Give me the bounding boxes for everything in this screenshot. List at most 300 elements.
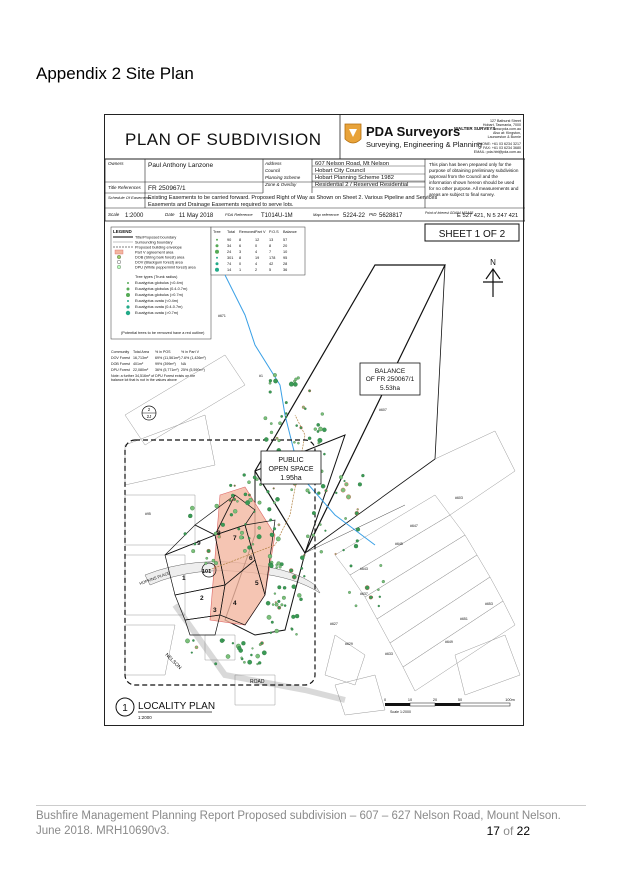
tree-marker [344,480,346,482]
tree-marker [252,648,254,650]
svg-text:#1: #1 [259,374,263,378]
svg-text:Eucalyptus globulus (<0.4m): Eucalyptus globulus (<0.4m) [135,281,184,285]
svg-text:10: 10 [407,698,413,702]
svg-text:OPEN SPACE: OPEN SPACE [268,466,314,473]
svg-text:5.53ha: 5.53ha [380,385,400,392]
tree-table-cell: 74 [227,262,232,266]
tree-marker [278,524,280,526]
tree-marker [355,511,359,515]
tree-marker [308,492,310,494]
tree-marker [231,494,234,497]
tree-marker [297,593,301,597]
tree-marker [284,605,286,607]
svg-text:LOCALITY PLAN: LOCALITY PLAN [138,701,216,712]
pda-logo-icon [345,124,361,143]
svg-text:Easements and Drainage Easemen: Easements and Drainage Easements required to serve lots. [148,202,294,208]
tree-marker [276,566,278,568]
tree-marker [214,663,217,666]
svg-text:PUBLIC: PUBLIC [278,457,304,464]
tree-marker [306,535,309,538]
svg-text:SHEET 1 OF 2: SHEET 1 OF 2 [438,229,506,240]
tree-marker [267,490,270,493]
svg-text:1: 1 [122,703,128,714]
company-tagline: Surveying, Engineering & Planning [366,140,482,149]
tree-marker [318,442,320,444]
svg-text:information shown hereon shoul: information shown hereon should be used [429,180,515,185]
svg-text:#627: #627 [330,622,338,626]
tree-marker [317,423,320,426]
svg-text:#645: #645 [395,542,403,546]
page-number [487,824,530,838]
tree-marker [312,511,316,515]
tree-table-symbol [216,257,218,259]
svg-text:6: 6 [249,555,253,562]
tree-marker [380,564,383,567]
tree-table-cell: 14 [227,268,232,272]
svg-text:1: 1 [182,575,186,582]
page-of: of [503,824,514,838]
tree-marker [233,498,236,501]
tree-marker [247,481,250,484]
tree-marker [274,593,276,595]
svg-text:9: 9 [197,540,201,547]
tree-table-symbol [216,262,219,265]
svg-text:NELSON: NELSON [163,652,183,671]
address-value: 607 Nelson Road, Mt Nelson [315,161,390,167]
tree-marker [252,543,254,545]
tree-marker [254,511,256,513]
tree-marker [289,382,294,387]
tree-marker [292,575,296,579]
svg-text:Proposed building envelope: Proposed building envelope [135,245,182,250]
tree-marker [262,651,266,655]
tree-table-cell: 178 [269,256,276,260]
owners-value: Paul Anthony Lanzone [148,162,214,169]
tree-marker [269,379,272,382]
tree-marker [297,442,299,444]
tree-marker [244,493,247,496]
tree-marker [369,596,373,600]
tree-marker [278,606,281,609]
svg-text:127 Bathurst Street: 127 Bathurst Street [490,119,521,123]
tree-table-header: P.O.S [269,230,279,234]
title-block [105,115,525,159]
svg-text:DPU (White peppermint forest): DPU (White peppermint forest) area [135,265,196,270]
tree-marker [270,632,272,634]
svg-text:50: 50 [457,698,463,702]
tree-marker [341,488,345,492]
tree-marker [205,562,208,565]
page-heading: Appendix 2 Site Plan [36,64,194,83]
tree-marker [258,526,261,529]
svg-text:balance lot that is not in the: balance lot that is not in the values above [111,378,177,382]
tree-table-symbol [215,268,219,272]
svg-text:Schedule Of Easements: Schedule Of Easements [108,195,152,200]
tree-table-cell: 6 [239,244,242,248]
tree-marker [229,484,232,487]
tree-marker [276,564,278,566]
tree-marker [264,437,268,441]
tree-table-cell: 301 [227,256,234,260]
tree-marker [283,586,286,589]
footer-divider [36,805,586,806]
scale-bar [384,698,515,714]
tree-marker [308,437,311,440]
tree-table-cell: 28 [283,262,288,266]
tree-table-cell: 8 [239,256,242,260]
tree-marker [266,601,270,605]
tree-marker [232,642,234,644]
svg-text:This plan has been prepared on: This plan has been prepared only for the [429,162,512,167]
tree-marker [240,531,244,535]
tree-marker [247,546,251,550]
tree-marker [318,427,322,431]
tree-marker [343,549,345,551]
tree-marker [273,501,275,503]
svg-text:2: 2 [200,595,204,602]
page-total: 22 [516,824,530,838]
tree-table-cell: 0 [255,244,258,248]
tree-marker [270,431,273,434]
tree-marker [323,453,325,455]
tree-marker [317,492,320,495]
tree-marker [301,567,303,569]
tree-marker [269,519,272,522]
tree-marker [267,615,271,619]
tree-marker [356,540,359,543]
svg-text:0: 0 [383,698,387,702]
tree-table-symbol [215,250,219,254]
tree-table-header: Part V [255,230,266,234]
tree-table-cell: 19 [255,256,260,260]
title-ref-value: FR 250967/1 [148,185,186,192]
tree-marker [248,494,251,497]
svg-text:1.95ha: 1.95ha [280,475,302,482]
tree-marker [273,527,276,530]
tree-table-symbol [216,244,219,247]
community-table-cell: 22,080m² [133,368,149,372]
svg-text:#643: #643 [360,567,368,571]
svg-text:Eucalyptus ovata (>0.7m): Eucalyptus ovata (>0.7m) [135,311,179,315]
community-table-cell: 36% (5,771m²) [155,368,179,372]
tree-marker [276,537,280,541]
svg-text:3: 3 [213,607,217,614]
svg-text:Owners: Owners [108,161,124,166]
footer-report-title: Bushfire Management Planning Report Proposed subdivision – 607 – 627 Nelson Road, Mount Nelson. [36,810,561,822]
tree-marker [191,652,193,654]
tree-marker [273,373,277,377]
svg-text:#637: #637 [360,592,368,596]
svg-text:Title References: Title References [108,185,141,190]
svg-text:Scale: Scale [108,212,120,217]
tree-marker [322,428,326,432]
tree-marker [192,639,194,641]
community-table-header: Total Area [133,350,149,354]
svg-text:Scale 1:2000: Scale 1:2000 [390,710,411,714]
tree-marker [319,524,321,526]
tree-marker [293,441,295,443]
tree-marker [195,646,198,649]
tree-marker [379,596,381,598]
svg-text:11 May 2018: 11 May 2018 [179,213,214,219]
tree-marker [280,563,283,566]
svg-text:EMAIL: pda.hbt@pda.com.au: EMAIL: pda.hbt@pda.com.au [473,150,521,154]
svg-text:1:2000: 1:2000 [125,213,144,219]
svg-text:PDA Reference: PDA Reference [225,212,253,217]
tree-marker [321,484,325,488]
svg-text:Existing Easements to be carri: Existing Easements to be carried forward. Proposed Right of Way as Shown on Sheet 2. Various Pipeline and Services [148,195,438,201]
tree-marker [278,439,281,442]
tree-marker [356,528,360,532]
tree-marker [344,517,346,519]
tree-marker [277,600,280,603]
community-table-cell: DOV Forest [111,356,130,360]
tree-marker [248,660,252,664]
svg-text:7: 7 [233,535,237,542]
svg-text:4: 4 [233,600,237,607]
svg-text:Residential 2 / Reserved Resid: Residential 2 / Reserved Residential [315,182,409,188]
tree-table-cell: 3 [239,250,242,254]
tree-table-cell: 42 [269,262,274,266]
tree-table-header: Removed [239,230,256,234]
tree-marker [285,401,288,404]
tree-marker [325,530,327,532]
tree-marker [285,416,287,418]
tree-marker [312,534,315,537]
tree-marker [378,605,380,607]
tree-table-header: Tree [213,230,221,234]
disclaimer [429,162,519,197]
tree-marker [339,475,343,479]
tree-marker [238,528,241,531]
svg-text:Surrounding boundary: Surrounding boundary [135,240,173,245]
svg-text:1:2000: 1:2000 [138,715,152,720]
community-table-header: % in POS [155,350,171,354]
tree-marker [321,413,324,416]
tree-marker [185,639,189,643]
tree-table-cell: 1 [239,268,242,272]
tree-marker [271,621,274,624]
svg-text:#603: #603 [455,496,463,500]
svg-text:LEGEND: LEGEND [113,229,132,234]
svg-text:5224-22: 5224-22 [343,213,366,219]
svg-text:PID: PID [369,212,377,217]
tree-marker [377,589,379,591]
tree-marker [278,422,281,425]
tree-marker [295,614,299,618]
svg-text:HOPKINS PLACE: HOPKINS PLACE [138,570,171,586]
community-table-cell: 7.6% (1,426m²) [181,356,206,360]
tree-marker [257,534,262,539]
tree-marker [256,654,260,658]
tree-marker [299,598,302,601]
tree-marker [258,501,262,505]
tree-marker [241,641,245,645]
tree-marker [250,654,252,656]
tree-table-header: Total [227,230,236,234]
svg-text:#629: #629 [345,642,353,646]
svg-text:Eucalyptus globulus (>0.7m): Eucalyptus globulus (>0.7m) [135,293,184,297]
tree-marker [293,382,297,386]
tree-marker [285,412,287,414]
footer-date-ref: June 2018. MRH10690v3. [36,825,170,837]
page-current: 17 [486,824,500,838]
svg-text:2: 2 [147,407,151,412]
community-table-header: Community [111,350,130,354]
tree-marker [318,438,323,443]
tree-marker [278,586,282,590]
tree-marker [270,422,272,424]
svg-text:FAX: +61 03 6234 3680: FAX: +61 03 6234 3680 [483,146,521,150]
tree-table-cell: 8 [269,244,272,248]
tree-marker [258,661,261,664]
tree-marker [354,544,358,548]
svg-text:8: 8 [217,530,221,537]
svg-text:2J: 2J [146,414,152,419]
svg-text:areas are subject to final sur: areas are subject to final survey. [429,192,495,197]
tree-table-cell: 34 [227,244,232,248]
svg-text:Eucalyptus ovata (0.4-0.7m): Eucalyptus ovata (0.4-0.7m) [135,305,183,309]
tree-table-symbol [216,239,218,241]
legend [111,227,211,339]
plan-title: PLAN OF SUBDIVISION [125,130,322,149]
tree-marker [273,488,275,490]
svg-text:BALANCE: BALANCE [374,368,406,375]
tree-marker [302,406,305,409]
community-table-cell: 25% (5,590m²) [181,368,205,372]
community-table-cell: DOB Forest [111,362,130,366]
tree-marker [207,549,211,553]
tree-table-cell: 10 [283,250,288,254]
tree-marker [273,379,277,383]
tree-table-cell: 20 [283,244,288,248]
tree-table-cell: 36 [283,268,288,272]
locality-plan-title [116,698,215,720]
community-table-cell: 16,713m² [133,356,149,360]
tree-marker [215,504,219,508]
tree-marker [248,537,250,539]
svg-text:Also at: Kingston,: Also at: Kingston, [493,131,521,135]
tree-marker [234,485,236,487]
tree-marker [308,390,311,393]
tree-table-cell: 4 [255,262,258,266]
tree-marker [236,500,238,502]
tree-marker [229,499,232,502]
tree-marker [314,428,317,431]
svg-text:Hobart City Council: Hobart City Council [315,168,365,174]
svg-text:Council: Council [265,168,281,173]
tree-marker [295,378,298,381]
svg-text:Hobart, Tasmania, 7000: Hobart, Tasmania, 7000 [482,123,521,127]
tree-table-cell: 7 [269,250,272,254]
tree-marker [276,437,279,440]
tree-marker [249,498,253,502]
site-plan-drawing [104,114,524,726]
tree-marker [295,633,297,635]
tree-marker [382,580,385,583]
tree-marker [260,642,263,645]
tree-table-cell: 95 [283,256,288,260]
company-name: PDA Surveyors [366,124,461,139]
tree-marker [239,536,243,540]
tree-marker [291,628,293,630]
tree-marker [300,426,303,429]
tree-marker [245,523,247,525]
company-sub: WALTER SURVEYS [454,126,496,131]
tree-marker [269,382,271,384]
svg-text:Zone & Overlay: Zone & Overlay [265,182,297,187]
tree-marker [345,482,349,486]
tree-marker [184,532,187,535]
tree-marker [291,615,295,619]
tree-marker [300,556,304,560]
svg-text:DOV (Blackgum forest) area: DOV (Blackgum forest) area [135,260,183,265]
tree-marker [270,533,274,537]
svg-text:Title/Proposed boundary: Title/Proposed boundary [135,235,177,240]
tree-marker [320,550,323,553]
north-arrow-icon [483,258,503,297]
community-table [111,350,206,382]
tree-marker [275,629,279,633]
community-table-cell: 69% (11,561m²) [155,356,181,360]
svg-text:Eucalyptus ovata (<0.4m): Eucalyptus ovata (<0.4m) [135,299,179,303]
tree-marker [190,506,194,510]
tree-marker [243,474,246,477]
tree-marker [268,554,272,558]
tree-marker [191,549,195,553]
tree-table-cell: 12 [255,238,260,242]
tree-table-cell: 13 [269,238,274,242]
tree-marker [335,492,337,494]
svg-text:#647: #647 [410,524,418,528]
svg-text:#653: #653 [485,602,493,606]
svg-text:5: 5 [255,580,259,587]
tree-marker [289,569,293,573]
tree-marker [212,559,215,562]
tree-marker [346,495,351,500]
tree-table-cell: 90 [227,238,232,242]
tree-marker [361,474,364,477]
tree-marker [292,585,296,589]
tree-marker [253,476,256,479]
svg-text:Part V agreement area: Part V agreement area [135,250,174,255]
svg-text:DOB (String bark forest) area: DOB (String bark forest) area [135,255,185,260]
svg-text:Address: Address [265,161,282,166]
svg-text:Eucalyptus globulus (0.4-0.7m): Eucalyptus globulus (0.4-0.7m) [135,287,188,291]
tree-marker [291,489,293,491]
tree-table-header: Balance [283,230,297,234]
tree-marker [325,489,328,492]
tree-marker [230,513,233,516]
svg-text:ROAD: ROAD [250,679,265,685]
svg-text:www.pda.com.au: www.pda.com.au [493,127,521,131]
svg-text:20: 20 [432,698,438,702]
community-table-cell: DPU Forest [111,368,130,372]
svg-text:Date: Date [165,212,175,217]
community-table-header: % in Part V [181,350,199,354]
community-table-cell: 401m² [133,362,144,366]
svg-text:Launceston & Burnie: Launceston & Burnie [487,135,521,139]
tree-marker [223,639,225,641]
tree-marker [243,549,246,552]
tree-marker [269,564,273,568]
svg-text:Tree types (Trunk radius): Tree types (Trunk radius) [135,275,178,279]
site-plan-svg [105,115,525,727]
tree-table-cell: 5 [269,268,272,272]
svg-text:Map reference: Map reference [313,212,339,217]
tree-marker [279,566,282,569]
tree-marker [267,507,271,511]
